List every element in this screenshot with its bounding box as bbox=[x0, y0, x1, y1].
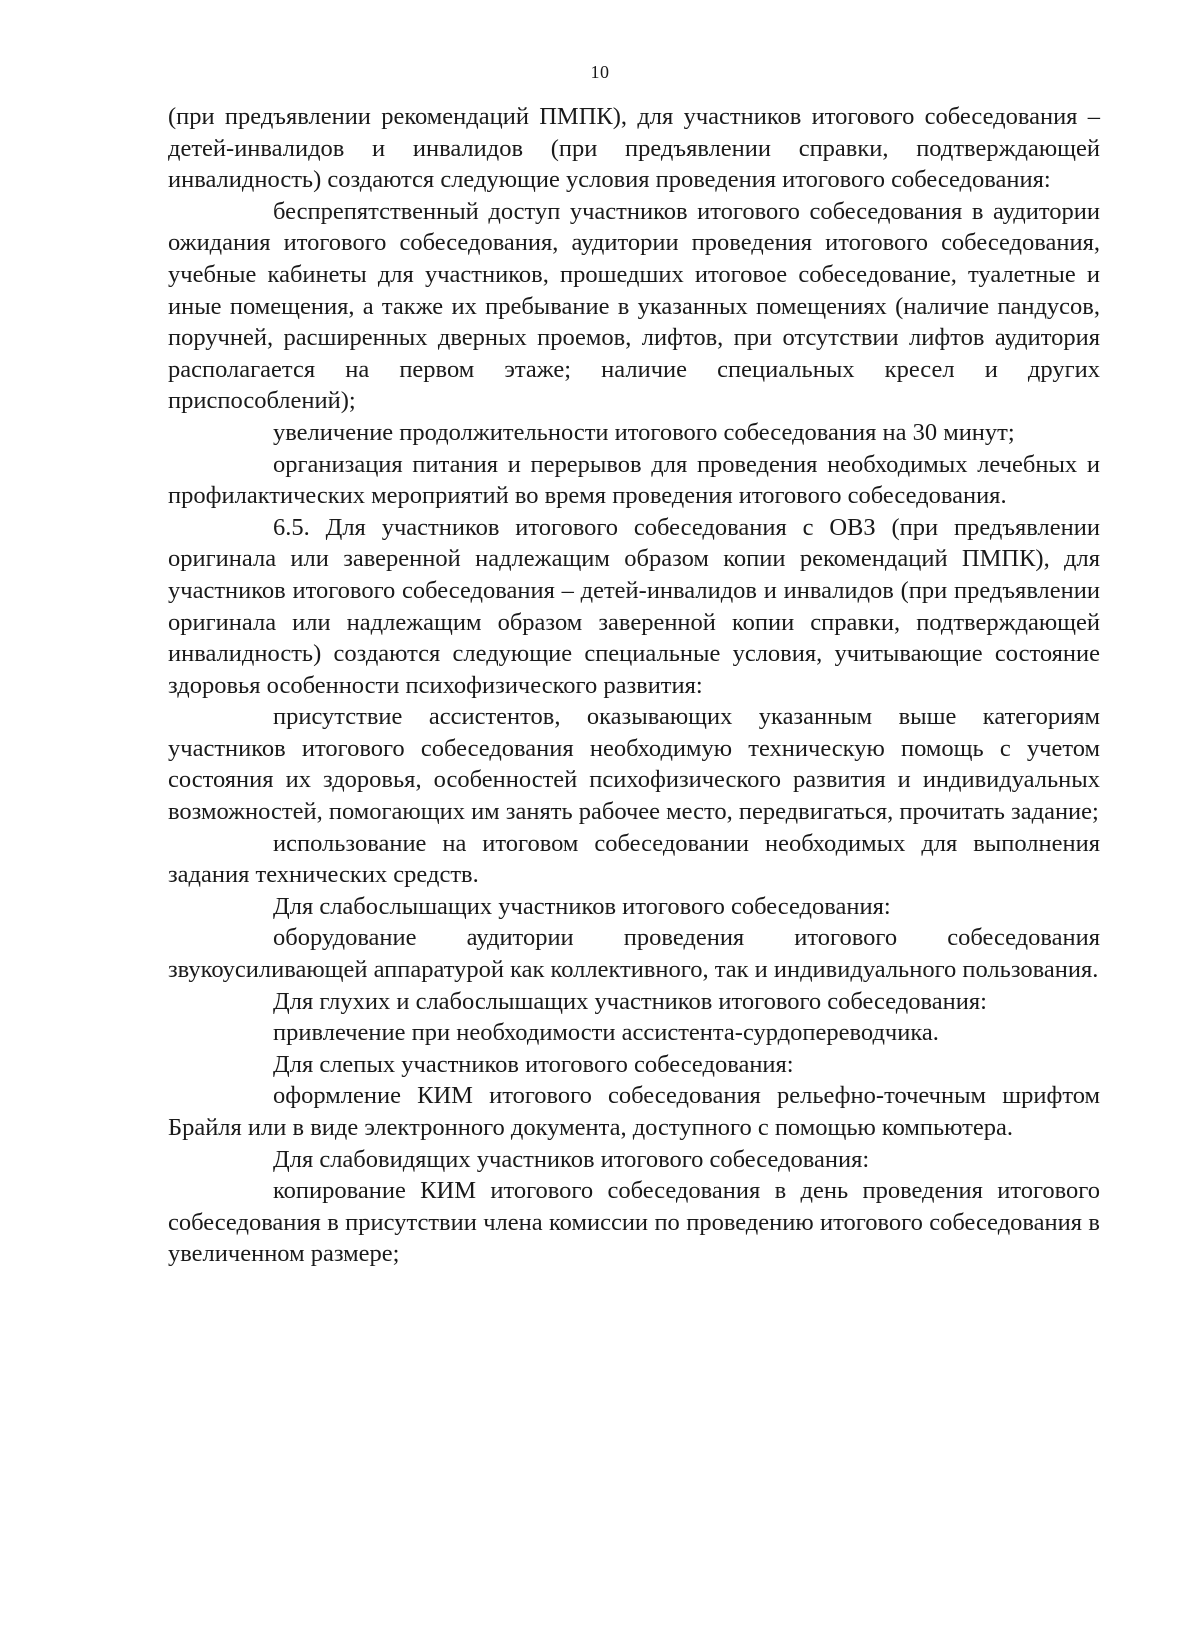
paragraph-visually-impaired-heading: Для слабовидящих участников итогового собеседования: bbox=[273, 1145, 870, 1173]
paragraph-hard-of-hearing-heading: Для слабослышащих участников итогового собеседования: bbox=[273, 892, 891, 920]
paragraph-sign-interpreter: привлечение при необходимости ассистента-сурдопереводчика. bbox=[273, 1019, 939, 1047]
page-number: 10 bbox=[590, 62, 610, 82]
paragraph-enlarged-copy: копирование КИМ итогового собеседования в день проведения итогового собеседования в присутствии члена комиссии по проведению итогового собеседования в увеличенном размере; bbox=[168, 1177, 1100, 1268]
paragraph-deaf-heading: Для глухих и слабослышащих участников итогового собеседования: bbox=[273, 987, 987, 1015]
paragraph-sound-equipment: оборудование аудитории проведения итогового собеседования звукоусиливающей аппаратурой как коллективного, так и индивидуального пользования. bbox=[168, 924, 1100, 984]
paragraph-meals-breaks: организация питания и перерывов для проведения необходимых лечебных и профилактических мероприятий во время проведения итогового собеседования. bbox=[168, 450, 1100, 510]
paragraph-blind-heading: Для слепых участников итогового собеседования: bbox=[273, 1050, 794, 1078]
paragraph-assistants: присутствие ассистентов, оказывающих указанным выше категориям участников итогового собеседования необходимую техническую помощь с учетом состояния их здоровья, особенностей психофизического развития и индивидуальных возможностей, помогающих им занять рабочее место, передвигаться, прочитать задание; bbox=[168, 703, 1100, 826]
paragraph-braille: оформление КИМ итогового собеседования рельефно-точечным шрифтом Брайля или в виде электронного документа, доступного с помощью компьютера. bbox=[168, 1082, 1100, 1141]
paragraph-extended-duration: увеличение продолжительности итогового собеседования на 30 минут; bbox=[273, 418, 1015, 446]
paragraph-section-6-5: 6.5. Для участников итогового собеседования с ОВЗ (при предъявлении оригинала или заверенной надлежащим образом копии рекомендаций ПМПК), для участников итогового собеседования – детей-инвалидов и инвалидов (при предъявлении оригинала или надлежащим образом заверенной копии справки, подтверждающей инвалидность) создаются следующие специальные условия, учитывающие состояние здоровья особенности психофизического развития: bbox=[168, 513, 1100, 699]
document-body bbox=[168, 101, 1100, 1270]
paragraph-barrier-free-access: беспрепятственный доступ участников итогового собеседования в аудитории ожидания итогового собеседования, аудитории проведения итогового собеседования, учебные кабинеты для участников, прошедших итоговое собеседование, туалетные и иные помещения, а также их пребывание в указанных помещениях (наличие пандусов, поручней, расширенных дверных проемов, лифтов, при отсутствии лифтов аудитория располагается на первом этаже; наличие специальных кресел и других приспособлений); bbox=[168, 197, 1100, 415]
paragraph-continuation: (при предъявлении рекомендаций ПМПК), для участников итогового собеседования – детей-инвалидов и инвалидов (при предъявлении справки, подтверждающей инвалидность) создаются следующие условия проведения итогового собеседования: bbox=[168, 103, 1100, 194]
paragraph-technical-means: использование на итоговом собеседовании необходимых для выполнения задания технических средств. bbox=[168, 829, 1100, 889]
